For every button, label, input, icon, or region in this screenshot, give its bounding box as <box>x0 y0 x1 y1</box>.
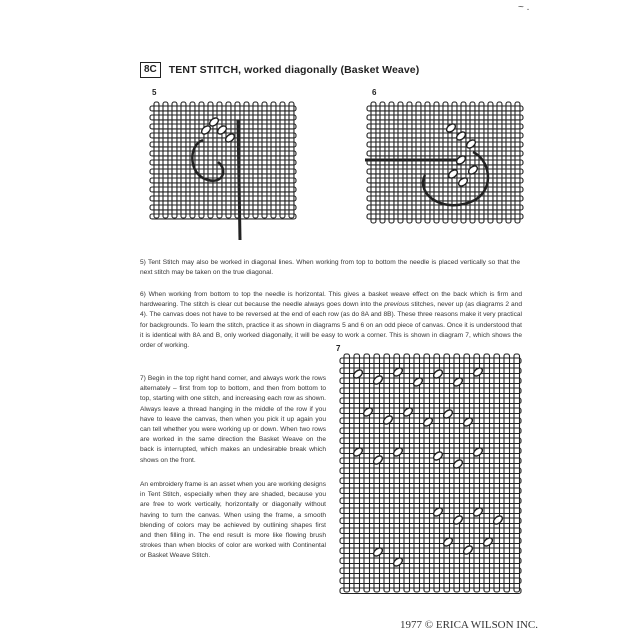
horizontal-thread <box>150 178 296 183</box>
paragraph-7: 7) Begin in the top right hand corner, and always work the rows alternately – first from top to bottom, and then from bottom to top, starting with one stitch, and increasing each row as shown. Always leave a thread hanging in the middle of the row if you have to leave the canvas, then when you pick it up again you can tell whether you were working up or down. When two rows are worked in the same direction the Basket Weave on the back is interrupted, which makes an undesirable break which shows on the front. <box>140 375 326 464</box>
section-header <box>140 62 419 78</box>
horizontal-thread <box>367 169 523 174</box>
paragraph-6-emphasis: previous <box>384 301 410 309</box>
horizontal-thread <box>367 196 523 201</box>
paragraph-5: 5) Tent Stitch may also be worked in diagonal lines. When working from top to bottom the needle is placed vertically so that the next stitch may be taken on the true diagonal. <box>140 259 520 277</box>
horizontal-thread <box>367 124 523 129</box>
horizontal-thread <box>340 528 521 534</box>
section-title: TENT STITCH, worked diagonally (Basket Weave) <box>168 64 420 76</box>
horizontal-thread <box>340 368 521 374</box>
horizontal-thread <box>150 214 296 219</box>
corner-mark: ~ . <box>518 2 530 13</box>
horizontal-thread <box>150 205 296 210</box>
figure-5-label: 5 <box>152 88 157 97</box>
horizontal-thread <box>340 458 521 464</box>
figure-7-label: 7 <box>336 344 341 353</box>
paragraph-frame: An embroidery frame is an asset when you are working designs in Tent Stitch, especially when they are shaded, because you are free to work vertically, horizontally or diagonally without having to turn the canvas. When using the frame, a smooth blending of colors may be achieved by outlining shapes first and then filling in. The end result is more like flowing brush strokes than when blocks of color are worked with Continental or Basket Weave Stitch. <box>140 481 326 560</box>
horizontal-thread <box>150 196 296 201</box>
horizontal-thread <box>367 205 523 210</box>
paragraph-6-text-b: stitches, never up (as diagrams 2 and 4). The canvas does not have to be reversed at the end of each row (as do 8A and 8B). These three reasons make it very practical for backgrounds. To learn the stitch, practice it as shown in diagrams 5 and 6 on an odd piece of canvas. Once it is understood that it is identical with 8A and B, only worked diagonally, it will be easy to work a corner. This is shown in diagram 7, which shows the order of working. <box>140 301 522 350</box>
diagram-6-canvas-weave <box>365 100 525 225</box>
horizontal-thread <box>340 588 521 594</box>
diagram-7-canvas-weave <box>338 352 523 594</box>
figure-6-label: 6 <box>372 88 377 97</box>
horizontal-thread <box>340 398 521 404</box>
horizontal-thread <box>150 106 296 111</box>
needle <box>238 120 240 240</box>
horizontal-thread <box>367 178 523 183</box>
horizontal-thread <box>367 115 523 120</box>
horizontal-thread <box>150 115 296 120</box>
paragraph-6 <box>140 290 522 351</box>
horizontal-thread <box>340 488 521 494</box>
horizontal-thread <box>340 468 521 474</box>
horizontal-thread <box>367 142 523 147</box>
horizontal-thread <box>150 142 296 147</box>
horizontal-thread <box>340 378 521 384</box>
horizontal-thread <box>150 187 296 192</box>
horizontal-thread <box>367 151 523 156</box>
horizontal-thread <box>340 498 521 504</box>
horizontal-thread <box>340 508 521 514</box>
horizontal-thread <box>340 478 521 484</box>
horizontal-thread <box>340 558 521 564</box>
diagram-5-canvas-weave <box>148 100 298 220</box>
horizontal-thread <box>150 151 296 156</box>
horizontal-thread <box>340 538 521 544</box>
section-badge: 8C <box>140 62 161 78</box>
horizontal-thread <box>340 578 521 584</box>
copyright-footer: 1977 © ERICA WILSON INC. <box>400 619 539 631</box>
horizontal-thread <box>340 428 521 434</box>
horizontal-thread <box>150 160 296 165</box>
weave-grid <box>150 102 296 219</box>
horizontal-thread <box>340 548 521 554</box>
weave-grid <box>340 354 521 594</box>
horizontal-thread <box>367 106 523 111</box>
horizontal-thread <box>340 388 521 394</box>
horizontal-thread <box>367 187 523 192</box>
paragraph-6-text-a: 6) When working from bottom to top the needle is horizontal. This gives a basket weave effect on the back which is firm and hardwearing. The stitch is clear cut because the needle always goes down into the <box>140 291 522 309</box>
horizontal-thread <box>367 214 523 219</box>
horizontal-thread <box>367 133 523 138</box>
horizontal-thread <box>340 438 521 444</box>
horizontal-thread <box>340 448 521 454</box>
horizontal-thread <box>340 568 521 574</box>
horizontal-thread <box>340 358 521 364</box>
